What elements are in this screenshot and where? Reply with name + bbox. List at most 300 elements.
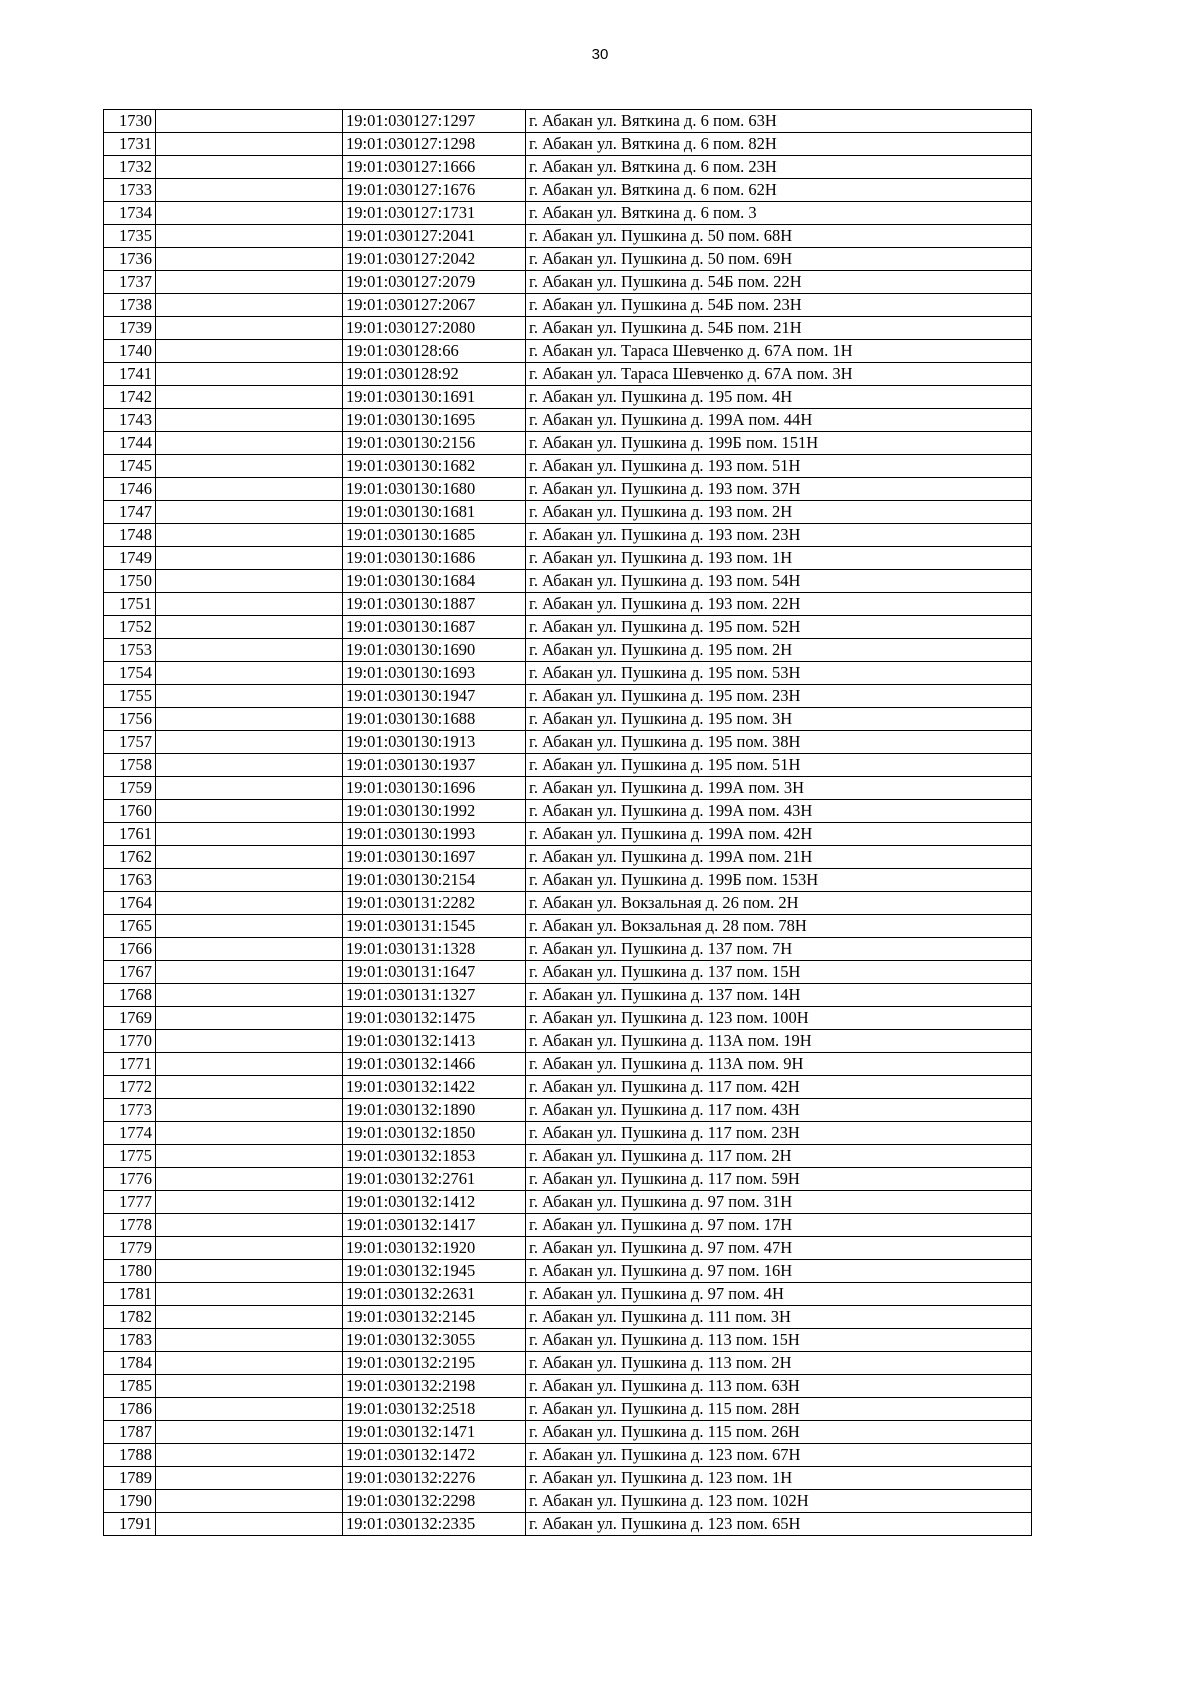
address-cell: г. Абакан ул. Пушкина д. 113 пом. 63Н (526, 1375, 1032, 1398)
address-cell: г. Абакан ул. Пушкина д. 193 пом. 22Н (526, 593, 1032, 616)
table-row (104, 1053, 1032, 1076)
row-number-cell: 1731 (104, 133, 156, 156)
cadastral-number-cell: 19:01:030127:1676 (343, 179, 526, 202)
address-cell: г. Абакан ул. Пушкина д. 195 пом. 4Н (526, 386, 1032, 409)
table-row (104, 179, 1032, 202)
row-number-cell: 1733 (104, 179, 156, 202)
table-row (104, 639, 1032, 662)
blank-cell (156, 1191, 343, 1214)
address-cell: г. Абакан ул. Пушкина д. 199А пом. 21Н (526, 846, 1032, 869)
blank-cell (156, 1398, 343, 1421)
blank-cell (156, 662, 343, 685)
row-number-cell: 1776 (104, 1168, 156, 1191)
address-cell: г. Абакан ул. Пушкина д. 111 пом. 3Н (526, 1306, 1032, 1329)
address-cell: г. Абакан ул. Пушкина д. 199Б пом. 153Н (526, 869, 1032, 892)
cadastral-number-cell: 19:01:030132:2276 (343, 1467, 526, 1490)
address-cell: г. Абакан ул. Пушкина д. 199А пом. 44Н (526, 409, 1032, 432)
address-cell: г. Абакан ул. Пушкина д. 193 пом. 54Н (526, 570, 1032, 593)
row-number-cell: 1763 (104, 869, 156, 892)
table-row (104, 1007, 1032, 1030)
address-cell: г. Абакан ул. Пушкина д. 97 пом. 4Н (526, 1283, 1032, 1306)
table-row (104, 156, 1032, 179)
blank-cell (156, 294, 343, 317)
address-cell: г. Абакан ул. Вокзальная д. 26 пом. 2Н (526, 892, 1032, 915)
address-cell: г. Абакан ул. Пушкина д. 199Б пом. 151Н (526, 432, 1032, 455)
row-number-cell: 1781 (104, 1283, 156, 1306)
blank-cell (156, 455, 343, 478)
cadastral-number-cell: 19:01:030127:1666 (343, 156, 526, 179)
blank-cell (156, 248, 343, 271)
table-row (104, 731, 1032, 754)
row-number-cell: 1746 (104, 478, 156, 501)
cadastral-number-cell: 19:01:030132:2631 (343, 1283, 526, 1306)
address-cell: г. Абакан ул. Пушкина д. 115 пом. 28Н (526, 1398, 1032, 1421)
address-cell: г. Абакан ул. Пушкина д. 117 пом. 2Н (526, 1145, 1032, 1168)
row-number-cell: 1737 (104, 271, 156, 294)
blank-cell (156, 961, 343, 984)
cadastral-number-cell: 19:01:030132:1472 (343, 1444, 526, 1467)
blank-cell (156, 869, 343, 892)
row-number-cell: 1791 (104, 1513, 156, 1536)
row-number-cell: 1732 (104, 156, 156, 179)
cadastral-number-cell: 19:01:030130:1947 (343, 685, 526, 708)
table-row (104, 340, 1032, 363)
table-row (104, 1030, 1032, 1053)
row-number-cell: 1778 (104, 1214, 156, 1237)
table-row (104, 271, 1032, 294)
blank-cell (156, 110, 343, 133)
address-cell: г. Абакан ул. Пушкина д. 193 пом. 37Н (526, 478, 1032, 501)
blank-cell (156, 501, 343, 524)
cadastral-number-cell: 19:01:030132:2198 (343, 1375, 526, 1398)
blank-cell (156, 823, 343, 846)
row-number-cell: 1762 (104, 846, 156, 869)
blank-cell (156, 363, 343, 386)
address-cell: г. Абакан ул. Вяткина д. 6 пом. 63Н (526, 110, 1032, 133)
blank-cell (156, 938, 343, 961)
blank-cell (156, 1444, 343, 1467)
cadastral-number-cell: 19:01:030130:1992 (343, 800, 526, 823)
blank-cell (156, 1467, 343, 1490)
address-cell: г. Абакан ул. Вяткина д. 6 пом. 62Н (526, 179, 1032, 202)
address-cell: г. Абакан ул. Пушкина д. 97 пом. 16Н (526, 1260, 1032, 1283)
row-number-cell: 1754 (104, 662, 156, 685)
address-cell: г. Абакан ул. Пушкина д. 50 пом. 68Н (526, 225, 1032, 248)
cadastral-number-cell: 19:01:030132:1413 (343, 1030, 526, 1053)
address-cell: г. Абакан ул. Пушкина д. 117 пом. 23Н (526, 1122, 1032, 1145)
table-row (104, 1122, 1032, 1145)
row-number-cell: 1787 (104, 1421, 156, 1444)
address-cell: г. Абакан ул. Пушкина д. 54Б пом. 22Н (526, 271, 1032, 294)
table-row (104, 202, 1032, 225)
row-number-cell: 1773 (104, 1099, 156, 1122)
table-row (104, 1191, 1032, 1214)
blank-cell (156, 1076, 343, 1099)
blank-cell (156, 386, 343, 409)
table-row (104, 225, 1032, 248)
cadastral-number-cell: 19:01:030132:2298 (343, 1490, 526, 1513)
row-number-cell: 1775 (104, 1145, 156, 1168)
row-number-cell: 1748 (104, 524, 156, 547)
row-number-cell: 1739 (104, 317, 156, 340)
address-cell: г. Абакан ул. Пушкина д. 199А пом. 42Н (526, 823, 1032, 846)
row-number-cell: 1730 (104, 110, 156, 133)
cadastral-number-cell: 19:01:030130:1685 (343, 524, 526, 547)
address-cell: г. Абакан ул. Пушкина д. 137 пом. 15Н (526, 961, 1032, 984)
address-cell: г. Абакан ул. Пушкина д. 54Б пом. 23Н (526, 294, 1032, 317)
row-number-cell: 1747 (104, 501, 156, 524)
address-cell: г. Абакан ул. Пушкина д. 117 пом. 59Н (526, 1168, 1032, 1191)
row-number-cell: 1790 (104, 1490, 156, 1513)
cadastral-number-cell: 19:01:030131:1647 (343, 961, 526, 984)
row-number-cell: 1751 (104, 593, 156, 616)
table-row (104, 409, 1032, 432)
table-row (104, 1260, 1032, 1283)
row-number-cell: 1789 (104, 1467, 156, 1490)
table-row (104, 593, 1032, 616)
cadastral-number-cell: 19:01:030132:1471 (343, 1421, 526, 1444)
row-number-cell: 1749 (104, 547, 156, 570)
address-cell: г. Абакан ул. Пушкина д. 113А пом. 9Н (526, 1053, 1032, 1076)
cadastral-number-cell: 19:01:030130:1695 (343, 409, 526, 432)
blank-cell (156, 271, 343, 294)
table-row (104, 1076, 1032, 1099)
blank-cell (156, 1283, 343, 1306)
row-number-cell: 1771 (104, 1053, 156, 1076)
table-row (104, 938, 1032, 961)
table-row (104, 570, 1032, 593)
row-number-cell: 1779 (104, 1237, 156, 1260)
blank-cell (156, 685, 343, 708)
cadastral-number-cell: 19:01:030127:1298 (343, 133, 526, 156)
address-cell: г. Абакан ул. Пушкина д. 195 пом. 53Н (526, 662, 1032, 685)
row-number-cell: 1756 (104, 708, 156, 731)
cadastral-number-cell: 19:01:030130:1681 (343, 501, 526, 524)
blank-cell (156, 1375, 343, 1398)
cadastral-number-cell: 19:01:030130:1690 (343, 639, 526, 662)
blank-cell (156, 616, 343, 639)
address-cell: г. Абакан ул. Пушкина д. 113 пом. 15Н (526, 1329, 1032, 1352)
cadastral-number-cell: 19:01:030130:1682 (343, 455, 526, 478)
row-number-cell: 1788 (104, 1444, 156, 1467)
cadastral-number-cell: 19:01:030131:2282 (343, 892, 526, 915)
cadastral-number-cell: 19:01:030131:1328 (343, 938, 526, 961)
blank-cell (156, 1214, 343, 1237)
address-cell: г. Абакан ул. Пушкина д. 193 пом. 51Н (526, 455, 1032, 478)
blank-cell (156, 1329, 343, 1352)
blank-cell (156, 1007, 343, 1030)
address-cell: г. Абакан ул. Вяткина д. 6 пом. 23Н (526, 156, 1032, 179)
row-number-cell: 1786 (104, 1398, 156, 1421)
table-row (104, 892, 1032, 915)
row-number-cell: 1768 (104, 984, 156, 1007)
cadastral-number-cell: 19:01:030130:1887 (343, 593, 526, 616)
table-row (104, 432, 1032, 455)
blank-cell (156, 1306, 343, 1329)
address-cell: г. Абакан ул. Пушкина д. 199А пом. 3Н (526, 777, 1032, 800)
address-cell: г. Абакан ул. Пушкина д. 117 пом. 42Н (526, 1076, 1032, 1099)
row-number-cell: 1777 (104, 1191, 156, 1214)
address-cell: г. Абакан ул. Пушкина д. 123 пом. 1Н (526, 1467, 1032, 1490)
row-number-cell: 1755 (104, 685, 156, 708)
cadastral-number-cell: 19:01:030132:2518 (343, 1398, 526, 1421)
cadastral-number-cell: 19:01:030127:2080 (343, 317, 526, 340)
table-row (104, 478, 1032, 501)
blank-cell (156, 731, 343, 754)
table-row (104, 501, 1032, 524)
table-row (104, 869, 1032, 892)
address-cell: г. Абакан ул. Пушкина д. 123 пом. 100Н (526, 1007, 1032, 1030)
blank-cell (156, 1513, 343, 1536)
blank-cell (156, 179, 343, 202)
table-row (104, 1168, 1032, 1191)
table-row (104, 294, 1032, 317)
registry-table-body (104, 110, 1032, 1536)
table-row (104, 1283, 1032, 1306)
row-number-cell: 1770 (104, 1030, 156, 1053)
table-row (104, 823, 1032, 846)
address-cell: г. Абакан ул. Вяткина д. 6 пом. 82Н (526, 133, 1032, 156)
table-row (104, 1214, 1032, 1237)
row-number-cell: 1752 (104, 616, 156, 639)
address-cell: г. Абакан ул. Пушкина д. 193 пом. 1Н (526, 547, 1032, 570)
address-cell: г. Абакан ул. Пушкина д. 195 пом. 3Н (526, 708, 1032, 731)
blank-cell (156, 639, 343, 662)
cadastral-number-cell: 19:01:030130:1696 (343, 777, 526, 800)
blank-cell (156, 915, 343, 938)
table-row (104, 1145, 1032, 1168)
cadastral-number-cell: 19:01:030127:1297 (343, 110, 526, 133)
cadastral-number-cell: 19:01:030127:1731 (343, 202, 526, 225)
address-cell: г. Абакан ул. Пушкина д. 50 пом. 69Н (526, 248, 1032, 271)
address-cell: г. Абакан ул. Пушкина д. 54Б пом. 21Н (526, 317, 1032, 340)
table-row (104, 1444, 1032, 1467)
row-number-cell: 1757 (104, 731, 156, 754)
table-row (104, 1375, 1032, 1398)
address-cell: г. Абакан ул. Пушкина д. 195 пом. 52Н (526, 616, 1032, 639)
row-number-cell: 1766 (104, 938, 156, 961)
cadastral-number-cell: 19:01:030132:2335 (343, 1513, 526, 1536)
table-row (104, 846, 1032, 869)
cadastral-number-cell: 19:01:030130:1913 (343, 731, 526, 754)
table-row (104, 547, 1032, 570)
blank-cell (156, 1260, 343, 1283)
cadastral-number-cell: 19:01:030130:1684 (343, 570, 526, 593)
table-row (104, 455, 1032, 478)
cadastral-number-cell: 19:01:030130:1688 (343, 708, 526, 731)
cadastral-number-cell: 19:01:030130:1691 (343, 386, 526, 409)
row-number-cell: 1736 (104, 248, 156, 271)
blank-cell (156, 202, 343, 225)
table-row (104, 1352, 1032, 1375)
cadastral-number-cell: 19:01:030130:2154 (343, 869, 526, 892)
row-number-cell: 1742 (104, 386, 156, 409)
cadastral-number-cell: 19:01:030127:2079 (343, 271, 526, 294)
table-row (104, 524, 1032, 547)
row-number-cell: 1759 (104, 777, 156, 800)
blank-cell (156, 340, 343, 363)
address-cell: г. Абакан ул. Вяткина д. 6 пом. 3 (526, 202, 1032, 225)
cadastral-number-cell: 19:01:030132:2145 (343, 1306, 526, 1329)
row-number-cell: 1761 (104, 823, 156, 846)
row-number-cell: 1760 (104, 800, 156, 823)
address-cell: г. Абакан ул. Пушкина д. 137 пом. 14Н (526, 984, 1032, 1007)
address-cell: г. Абакан ул. Пушкина д. 123 пом. 67Н (526, 1444, 1032, 1467)
blank-cell (156, 478, 343, 501)
blank-cell (156, 708, 343, 731)
blank-cell (156, 1145, 343, 1168)
blank-cell (156, 1122, 343, 1145)
address-cell: г. Абакан ул. Пушкина д. 193 пом. 23Н (526, 524, 1032, 547)
row-number-cell: 1764 (104, 892, 156, 915)
address-cell: г. Абакан ул. Тараса Шевченко д. 67А пом. 3Н (526, 363, 1032, 386)
table-row (104, 777, 1032, 800)
table-row (104, 685, 1032, 708)
cadastral-number-cell: 19:01:030127:2041 (343, 225, 526, 248)
blank-cell (156, 800, 343, 823)
address-cell: г. Абакан ул. Пушкина д. 199А пом. 43Н (526, 800, 1032, 823)
row-number-cell: 1738 (104, 294, 156, 317)
address-cell: г. Абакан ул. Тараса Шевченко д. 67А пом. 1Н (526, 340, 1032, 363)
row-number-cell: 1765 (104, 915, 156, 938)
row-number-cell: 1758 (104, 754, 156, 777)
blank-cell (156, 225, 343, 248)
blank-cell (156, 1352, 343, 1375)
blank-cell (156, 846, 343, 869)
row-number-cell: 1774 (104, 1122, 156, 1145)
table-row (104, 662, 1032, 685)
row-number-cell: 1745 (104, 455, 156, 478)
blank-cell (156, 409, 343, 432)
cadastral-number-cell: 19:01:030132:1920 (343, 1237, 526, 1260)
row-number-cell: 1767 (104, 961, 156, 984)
row-number-cell: 1750 (104, 570, 156, 593)
cadastral-number-cell: 19:01:030130:1937 (343, 754, 526, 777)
cadastral-number-cell: 19:01:030127:2042 (343, 248, 526, 271)
cadastral-number-cell: 19:01:030132:1417 (343, 1214, 526, 1237)
address-cell: г. Абакан ул. Пушкина д. 123 пом. 102Н (526, 1490, 1032, 1513)
address-cell: г. Абакан ул. Пушкина д. 195 пом. 51Н (526, 754, 1032, 777)
cadastral-number-cell: 19:01:030128:92 (343, 363, 526, 386)
cadastral-number-cell: 19:01:030127:2067 (343, 294, 526, 317)
row-number-cell: 1785 (104, 1375, 156, 1398)
address-cell: г. Абакан ул. Пушкина д. 97 пом. 17Н (526, 1214, 1032, 1237)
address-cell: г. Абакан ул. Пушкина д. 137 пом. 7Н (526, 938, 1032, 961)
table-row (104, 1490, 1032, 1513)
blank-cell (156, 1421, 343, 1444)
row-number-cell: 1740 (104, 340, 156, 363)
row-number-cell: 1741 (104, 363, 156, 386)
page-number: 30 (591, 46, 609, 63)
table-row (104, 754, 1032, 777)
address-cell: г. Абакан ул. Пушкина д. 113 пом. 2Н (526, 1352, 1032, 1375)
blank-cell (156, 892, 343, 915)
cadastral-number-cell: 19:01:030132:1475 (343, 1007, 526, 1030)
row-number-cell: 1784 (104, 1352, 156, 1375)
blank-cell (156, 1099, 343, 1122)
table-row (104, 133, 1032, 156)
table-row (104, 708, 1032, 731)
row-number-cell: 1772 (104, 1076, 156, 1099)
blank-cell (156, 570, 343, 593)
cadastral-number-cell: 19:01:030130:1693 (343, 662, 526, 685)
cadastral-number-cell: 19:01:030132:2761 (343, 1168, 526, 1191)
cadastral-number-cell: 19:01:030130:1687 (343, 616, 526, 639)
blank-cell (156, 1053, 343, 1076)
row-number-cell: 1753 (104, 639, 156, 662)
cadastral-number-cell: 19:01:030128:66 (343, 340, 526, 363)
row-number-cell: 1734 (104, 202, 156, 225)
address-cell: г. Абакан ул. Пушкина д. 97 пом. 31Н (526, 1191, 1032, 1214)
address-cell: г. Абакан ул. Пушкина д. 115 пом. 26Н (526, 1421, 1032, 1444)
cadastral-number-cell: 19:01:030132:1850 (343, 1122, 526, 1145)
table-row (104, 800, 1032, 823)
row-number-cell: 1735 (104, 225, 156, 248)
row-number-cell: 1743 (104, 409, 156, 432)
cadastral-number-cell: 19:01:030130:1993 (343, 823, 526, 846)
blank-cell (156, 593, 343, 616)
table-row (104, 1237, 1032, 1260)
table-row (104, 1513, 1032, 1536)
blank-cell (156, 984, 343, 1007)
address-cell: г. Абакан ул. Пушкина д. 195 пом. 38Н (526, 731, 1032, 754)
blank-cell (156, 1490, 343, 1513)
table-row (104, 1329, 1032, 1352)
table-row (104, 363, 1032, 386)
blank-cell (156, 1168, 343, 1191)
table-row (104, 1421, 1032, 1444)
cadastral-number-cell: 19:01:030131:1545 (343, 915, 526, 938)
blank-cell (156, 547, 343, 570)
cadastral-number-cell: 19:01:030130:2156 (343, 432, 526, 455)
cadastral-number-cell: 19:01:030130:1686 (343, 547, 526, 570)
blank-cell (156, 777, 343, 800)
table-row (104, 248, 1032, 271)
address-cell: г. Абакан ул. Пушкина д. 117 пом. 43Н (526, 1099, 1032, 1122)
address-cell: г. Абакан ул. Пушкина д. 193 пом. 2Н (526, 501, 1032, 524)
table-row (104, 961, 1032, 984)
blank-cell (156, 432, 343, 455)
blank-cell (156, 133, 343, 156)
address-cell: г. Абакан ул. Пушкина д. 97 пом. 47Н (526, 1237, 1032, 1260)
cadastral-number-cell: 19:01:030130:1697 (343, 846, 526, 869)
address-cell: г. Абакан ул. Пушкина д. 123 пом. 65Н (526, 1513, 1032, 1536)
cadastral-number-cell: 19:01:030132:3055 (343, 1329, 526, 1352)
address-cell: г. Абакан ул. Вокзальная д. 28 пом. 78Н (526, 915, 1032, 938)
table-row (104, 984, 1032, 1007)
cadastral-number-cell: 19:01:030132:1945 (343, 1260, 526, 1283)
table-row (104, 317, 1032, 340)
cadastral-number-cell: 19:01:030131:1327 (343, 984, 526, 1007)
table-row (104, 1306, 1032, 1329)
table-row (104, 1398, 1032, 1421)
registry-table (103, 109, 1032, 1536)
cadastral-number-cell: 19:01:030130:1680 (343, 478, 526, 501)
address-cell: г. Абакан ул. Пушкина д. 113А пом. 19Н (526, 1030, 1032, 1053)
cadastral-number-cell: 19:01:030132:1412 (343, 1191, 526, 1214)
cadastral-number-cell: 19:01:030132:1466 (343, 1053, 526, 1076)
table-row (104, 1467, 1032, 1490)
row-number-cell: 1782 (104, 1306, 156, 1329)
table-row (104, 616, 1032, 639)
blank-cell (156, 754, 343, 777)
blank-cell (156, 317, 343, 340)
cadastral-number-cell: 19:01:030132:2195 (343, 1352, 526, 1375)
blank-cell (156, 524, 343, 547)
row-number-cell: 1783 (104, 1329, 156, 1352)
table-row (104, 1099, 1032, 1122)
blank-cell (156, 156, 343, 179)
